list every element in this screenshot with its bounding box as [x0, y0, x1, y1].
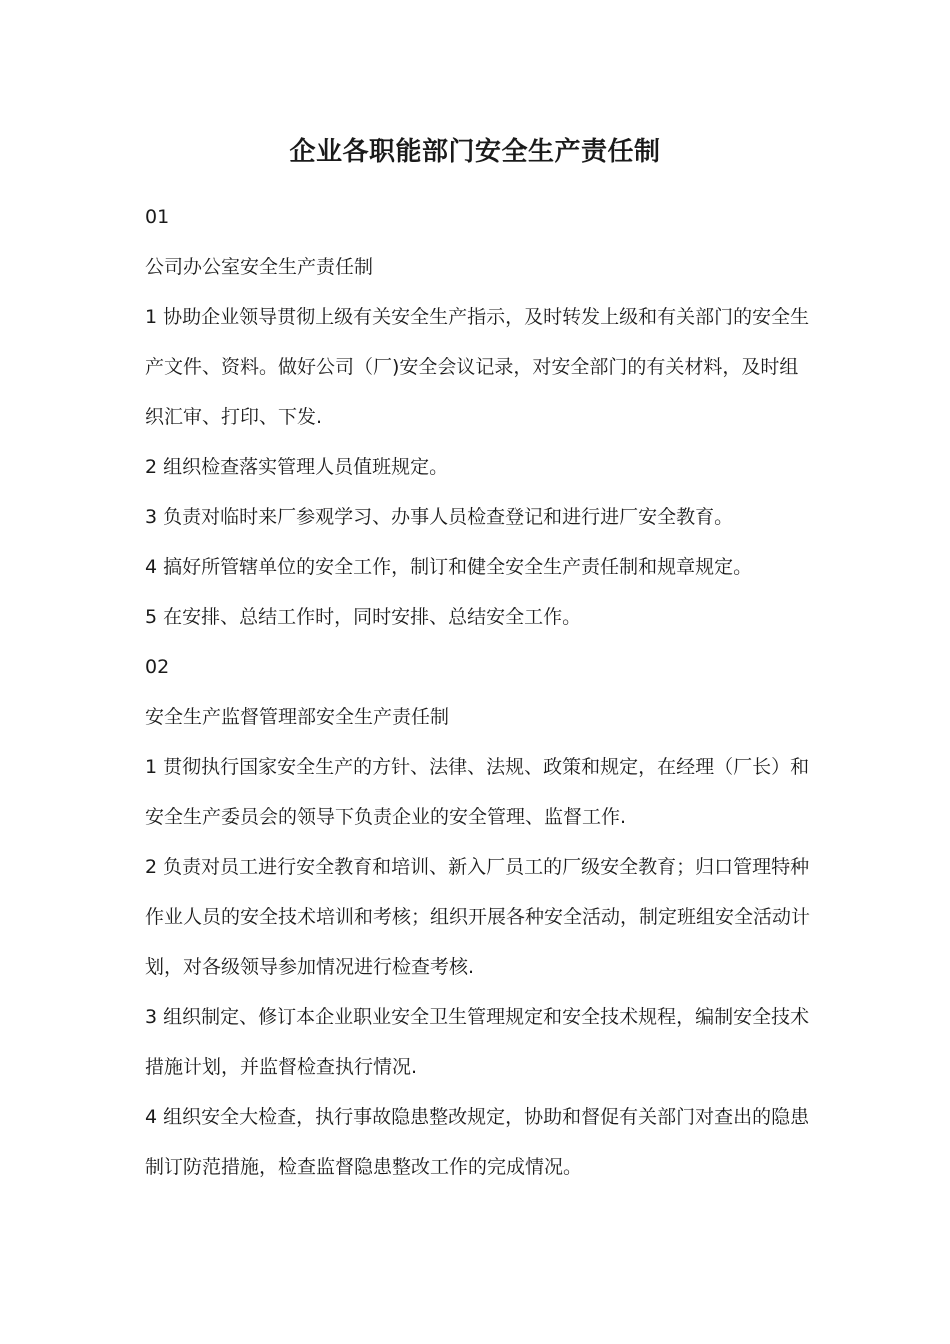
section-item: 3 组织制定、修订本企业职业安全卫生管理规定和安全技术规程，编制安全技术措施计划，并监督检查执行情况. [145, 1006, 810, 1078]
section-number: 01 [145, 206, 170, 228]
section-number: 02 [145, 656, 170, 678]
section-item: 4 搞好所管辖单位的安全工作，制订和健全安全生产责任制和规章规定。 [145, 556, 753, 578]
document-title: 企业各职能部门安全生产责任制 [289, 137, 661, 167]
section-item: 4 组织安全大检查，执行事故隐患整改规定，协助和督促有关部门对查出的隐患制订防范措施，检查监督隐患整改工作的完成情况。 [145, 1106, 810, 1178]
section-item: 1 协助企业领导贯彻上级有关安全生产指示，及时转发上级和有关部门的安全生产文件、资料。做好公司（厂)安全会议记录，对安全部门的有关材料，及时组织汇审、打印、下发. [145, 306, 810, 428]
section-item: 5 在安排、总结工作时，同时安排、总结安全工作。 [145, 606, 582, 628]
section-item: 2 组织检查落实管理人员值班规定。 [145, 456, 449, 478]
section-item: 3 负责对临时来厂参观学习、办事人员检查登记和进行进厂安全教育。 [145, 506, 734, 528]
section-item: 2 负责对员工进行安全教育和培训、新入厂员工的厂级安全教育；归口管理特种作业人员的安全技术培训和考核；组织开展各种安全活动，制定班组安全活动计划，对各级领导参加情况进行检查考核. [145, 856, 811, 978]
section-heading: 安全生产监督管理部安全生产责任制 [145, 706, 450, 728]
section-heading: 公司办公室安全生产责任制 [145, 256, 374, 278]
section-item: 1 贯彻执行国家安全生产的方针、法律、法规、政策和规定，在经理（厂长）和安全生产委员会的领导下负责企业的安全管理、监督工作. [145, 756, 810, 828]
document-body [145, 192, 815, 1192]
